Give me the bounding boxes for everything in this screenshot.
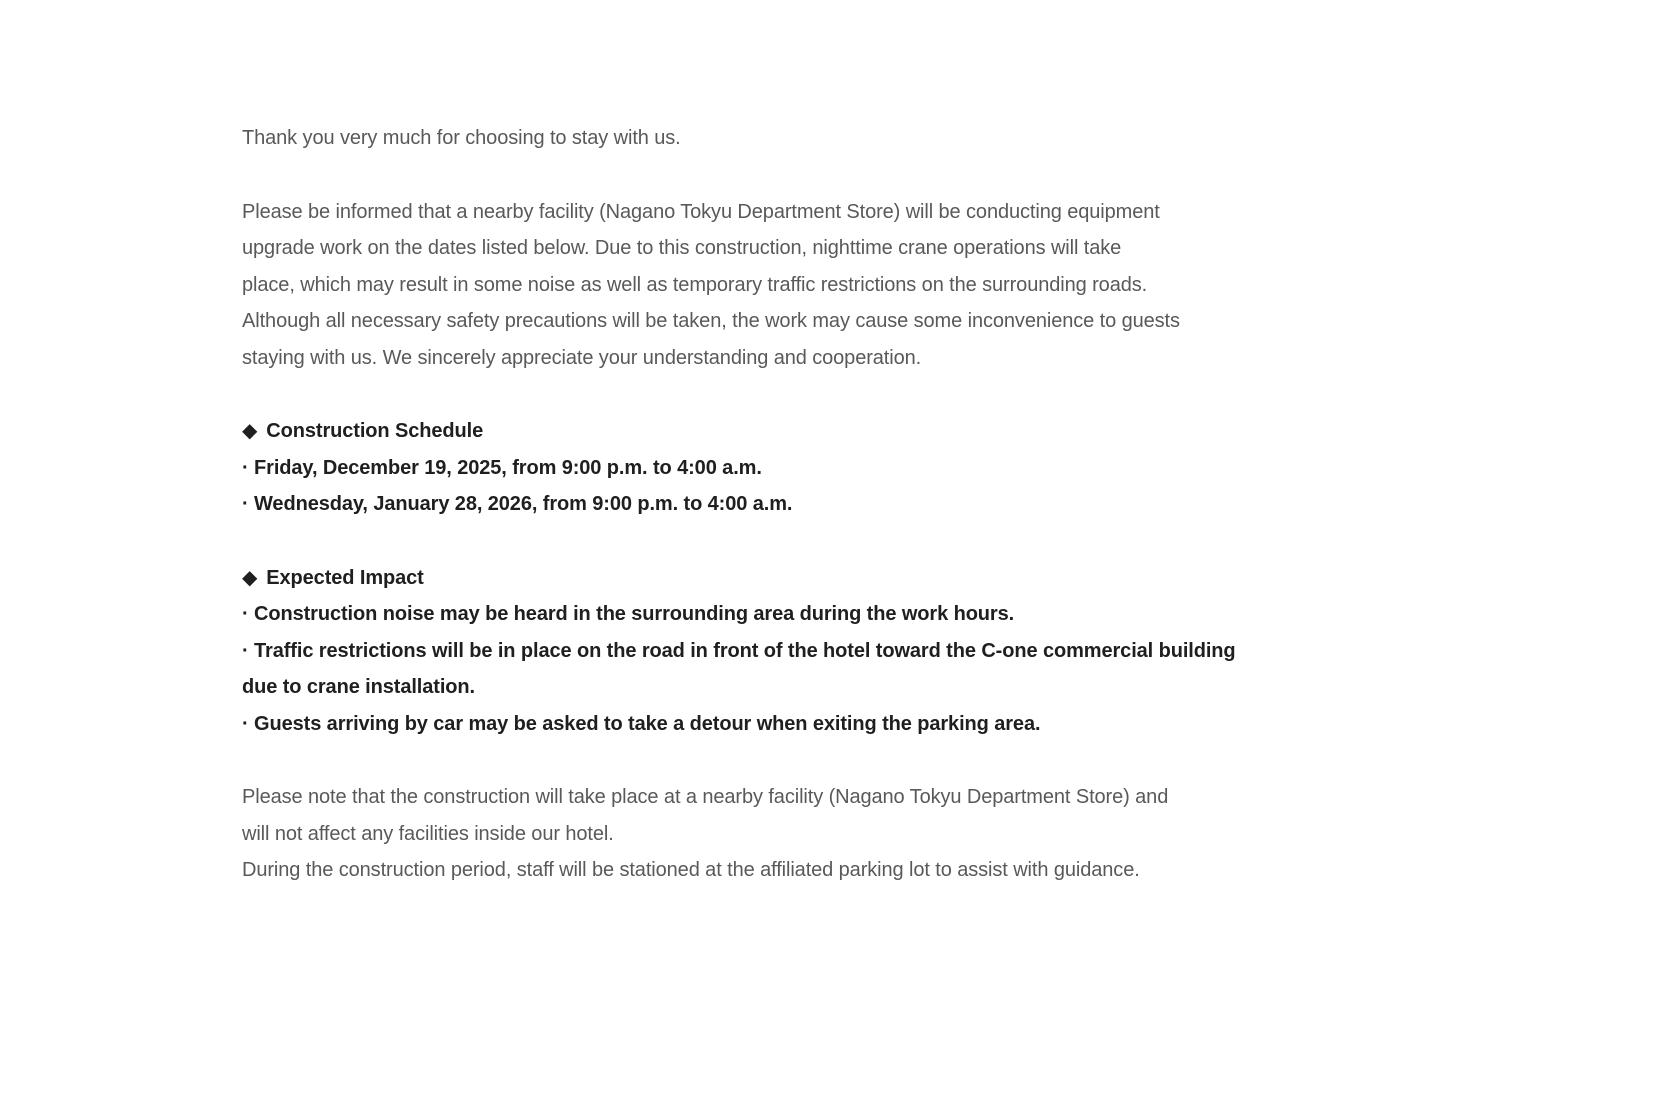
schedule-item: · Wednesday, January 28, 2026, from 9:00 p.m. to 4:00 a.m.	[242, 493, 793, 515]
construction-schedule-section	[242, 413, 1236, 523]
impact-item: · Guests arriving by car may be asked to take a detour when exiting the parking area.	[242, 712, 1041, 735]
greeting-paragraph	[242, 120, 1236, 157]
construction-schedule-title: Construction Schedule	[266, 420, 484, 442]
schedule-item: · Friday, December 19, 2025, from 9:00 p.m. to 4:00 a.m.	[242, 456, 762, 479]
expected-impact-section	[242, 560, 1236, 743]
diamond-icon: ◆	[242, 566, 258, 589]
closing-line: During the construction period, staff will be stationed at the affiliated parking lot to assist with guidance.	[242, 859, 1140, 881]
intro-line: place, which may result in some noise as well as temporary traffic restrictions on the surrounding roads.	[242, 273, 1148, 296]
impact-item: · Construction noise may be heard in the surrounding area during the work hours.	[242, 603, 1015, 625]
impact-item: · Traffic restrictions will be in place on the road in front of the hotel toward the C-one commercial building	[242, 639, 1236, 662]
intro-line: staying with us. We sincerely appreciate your understanding and cooperation.	[242, 346, 922, 369]
closing-line: will not affect any facilities inside our hotel.	[242, 822, 614, 845]
intro-paragraph	[242, 194, 1236, 377]
diamond-icon: ◆	[242, 420, 258, 442]
intro-line: Please be informed that a nearby facility (Nagano Tokyu Department Store) will be conducting equipment	[242, 200, 1160, 223]
intro-line: Although all necessary safety precautions will be taken, the work may cause some inconvenience to guests	[242, 310, 1180, 332]
construction-schedule-heading	[242, 413, 1236, 450]
expected-impact-heading	[242, 560, 1236, 597]
impact-item-continuation: due to crane installation.	[242, 676, 475, 698]
expected-impact-title: Expected Impact	[266, 566, 424, 589]
notice-document	[242, 120, 1236, 926]
closing-line: Please note that the construction will take place at a nearby facility (Nagano Tokyu Department Store) and	[242, 786, 1169, 808]
closing-paragraph	[242, 779, 1236, 889]
intro-line: upgrade work on the dates listed below. Due to this construction, nighttime crane operations will take	[242, 237, 1122, 259]
greeting-text: Thank you very much for choosing to stay with us.	[242, 127, 681, 149]
